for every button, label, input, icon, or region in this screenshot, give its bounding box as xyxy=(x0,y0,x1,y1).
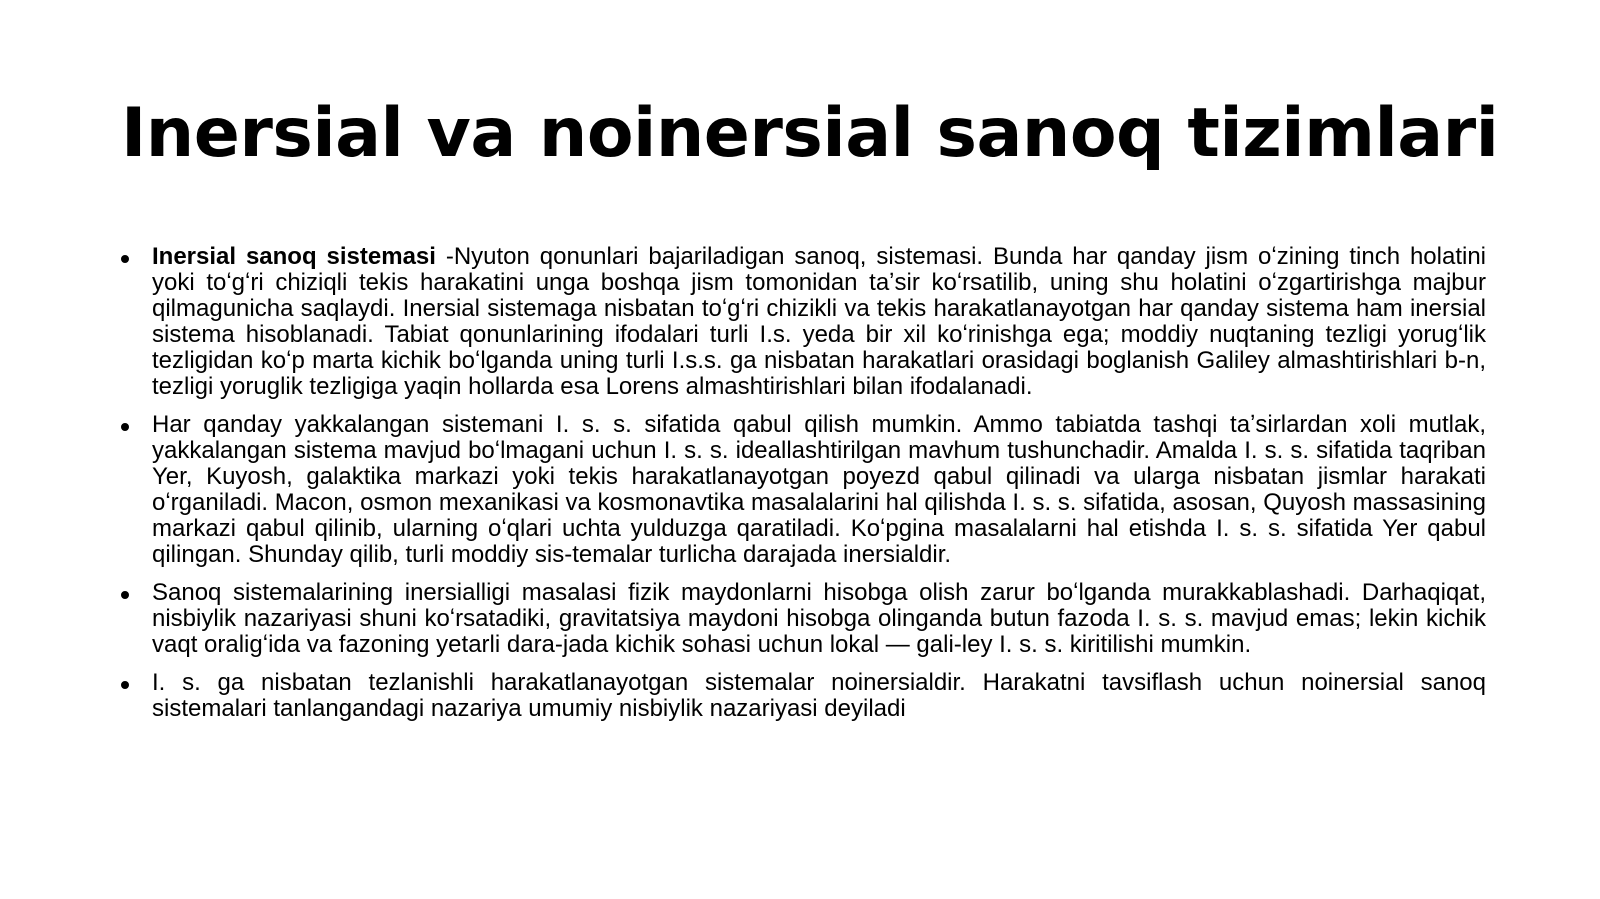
bullet-dot-icon xyxy=(121,423,129,431)
bullet-dot-icon xyxy=(121,591,129,599)
bullet-text: Har qanday yakkalangan sistemani I. s. s. sifatida qabul qilish mumkin. Ammo tabiatda tashqi taʼsirlardan xoli mutlak, yakkalangan sistema mavjud boʻlmagani uchun I. s. s. ideallashtirilgan mavhum tushunchadir. Amalda I. s. s. sifatida taqriban Yer, Kuyosh, galaktika markazi yoki tekis harakatlanayotgan poyezd qabul qilinadi va ularga nisbatan jismlar harakati oʻrganiladi. Macon, osmon mexanikasi va kosmonavtika masalalarini hal qilishda I. s. s. sifatida, asosan, Quyosh massasining markazi qabul qilinib, ularning oʻqlari uchta yulduzga qaratiladi. Koʻpgina masalalarni hal etishda I. s. s. sifatida Yer qabul qilingan. Shunday qilib, turli moddiy sis-temalar turlicha darajada inersialdir. xyxy=(152,411,1486,568)
bullet-list xyxy=(120,244,1486,734)
bullet-item-4 xyxy=(120,670,1486,722)
bullet-text: -Nyuton qonunlari bajariladigan sanoq, sistemasi. Bunda har qanday jism oʻzining tinch holatini yoki toʻgʻri chiziqli tekis harakatini unga boshqa jism tomonidan taʼsir koʻrsatilib, uning shu holatini oʻzgartirishga majbur qilmagunicha saqlaydi. Inersial sistemaga nisbatan toʻgʻri chizikli va tekis harakatlanayotgan har qanday sistema ham inersial sistema hisoblanadi. Tabiat qonunlarining ifodalari turli I.s. yeda bir xil koʻrinishga ega; moddiy nuqtaning tezligi yorugʻlik tezligidan koʻp marta kichik boʻlganda uning turli I.s.s. ga nisbatan harakatlari orasidagi boglanish Galiley almashtirishlari b-n, tezligi yoruglik tezligiga yaqin hollarda esa Lorens almashtirishlari bilan ifodalanadi. xyxy=(152,243,1486,400)
bullet-text: I. s. ga nisbatan tezlanishli harakatlanayotgan sistemalar noinersialdir. Harakatni tavsiflash uchun noinersial sanoq sistemalari tanlangandagi nazariya umumiy nisbiylik nazariyasi deyiladi xyxy=(152,669,1486,722)
bullet-item-2 xyxy=(120,412,1486,568)
bullet-text: Sanoq sistemalarining inersialligi masalasi fizik maydonlarni hisobga olish zarur boʻlganda murakkablashadi. Darhaqiqat, nisbiylik nazariyasi shuni koʻrsatadiki, gravitatsiya maydoni hisobga olinganda butun fazoda I. s. s. mavjud emas; lekin kichik vaqt oraligʻida va fazoning yetarli dara-jada kichik sohasi uchun lokal — gali-ley I. s. s. kiritilishi mumkin. xyxy=(152,579,1486,658)
bullet-dot-icon xyxy=(121,681,129,689)
bullet-item-3 xyxy=(120,580,1486,658)
slide-title: Inersial va noinersial sanoq tizimlari xyxy=(121,94,1499,173)
bullet-dot-icon xyxy=(121,255,129,263)
bullet-item-1 xyxy=(120,244,1486,400)
bullet-term: Inersial sanoq sistemasi xyxy=(152,243,436,270)
